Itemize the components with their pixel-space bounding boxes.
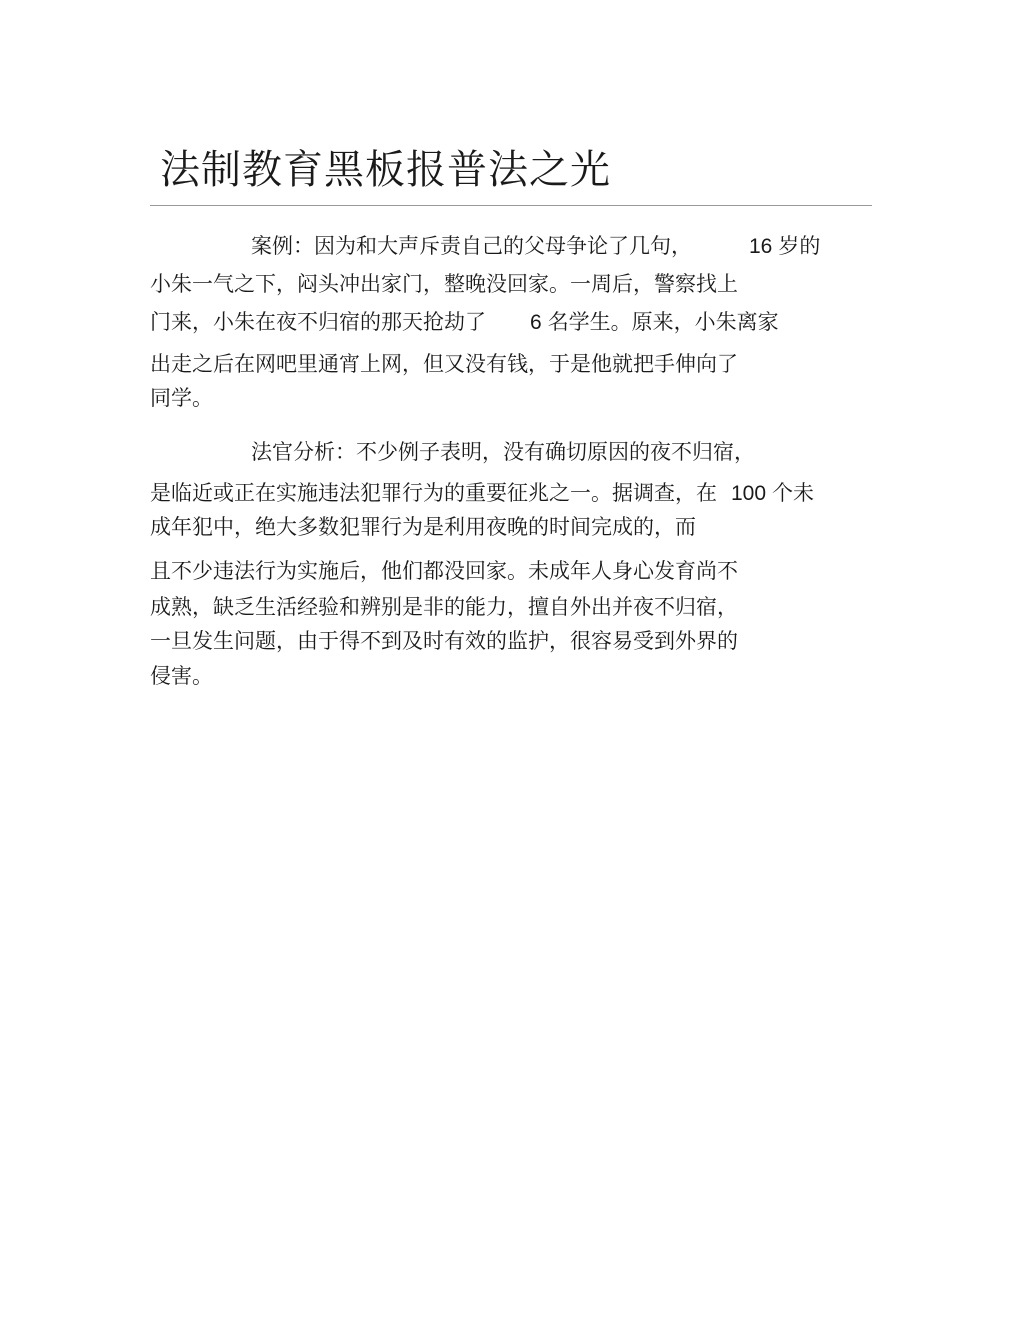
analysis-line-6: 一旦发生问题，由于得不到及时有效的监护，很容易受到外界的 bbox=[150, 629, 738, 653]
analysis-line-2-text-b: 个未 bbox=[772, 481, 815, 505]
case-line-3-text-b: 名学生。原来，小朱离家 bbox=[547, 310, 779, 334]
analysis-line-2-text-a: 是临近或正在实施违法犯罪行为的重要征兆之一。据调查，在 bbox=[150, 481, 717, 505]
case-line-1 bbox=[251, 232, 820, 261]
case-students-number: 6 bbox=[530, 311, 542, 334]
analysis-line-7: 侵害。 bbox=[150, 664, 213, 688]
case-line-1-text-a: 案例：因为和大声斥责自己的父母争论了几句， bbox=[251, 234, 692, 258]
page-title: 法制教育黑板报普法之光 bbox=[160, 147, 611, 193]
title-divider bbox=[150, 205, 872, 206]
analysis-line-4: 且不少违法行为实施后，他们都没回家。未成年人身心发育尚不 bbox=[150, 559, 738, 583]
case-line-4: 出走之后在网吧里通宵上网，但又没有钱，于是他就把手伸向了 bbox=[150, 352, 738, 376]
analysis-hundred-number: 100 bbox=[731, 482, 767, 505]
analysis-line-1: 法官分析：不少例子表明，没有确切原因的夜不归宿， bbox=[251, 440, 755, 464]
case-line-3-text-a: 门来，小朱在夜不归宿的那天抢劫了 bbox=[150, 310, 486, 334]
case-line-3 bbox=[150, 308, 779, 337]
case-line-1-text-b: 岁的 bbox=[778, 234, 821, 258]
case-line-5: 同学。 bbox=[150, 386, 213, 410]
analysis-line-3: 成年犯中，绝大多数犯罪行为是利用夜晚的时间完成的，而 bbox=[150, 515, 696, 539]
case-age-number: 16 bbox=[749, 235, 773, 258]
case-line-2: 小朱一气之下，闷头冲出家门，整晚没回家。一周后，警察找上 bbox=[150, 272, 738, 296]
analysis-line-5: 成熟，缺乏生活经验和辨别是非的能力，擅自外出并夜不归宿， bbox=[150, 595, 738, 619]
analysis-line-2 bbox=[150, 479, 814, 508]
